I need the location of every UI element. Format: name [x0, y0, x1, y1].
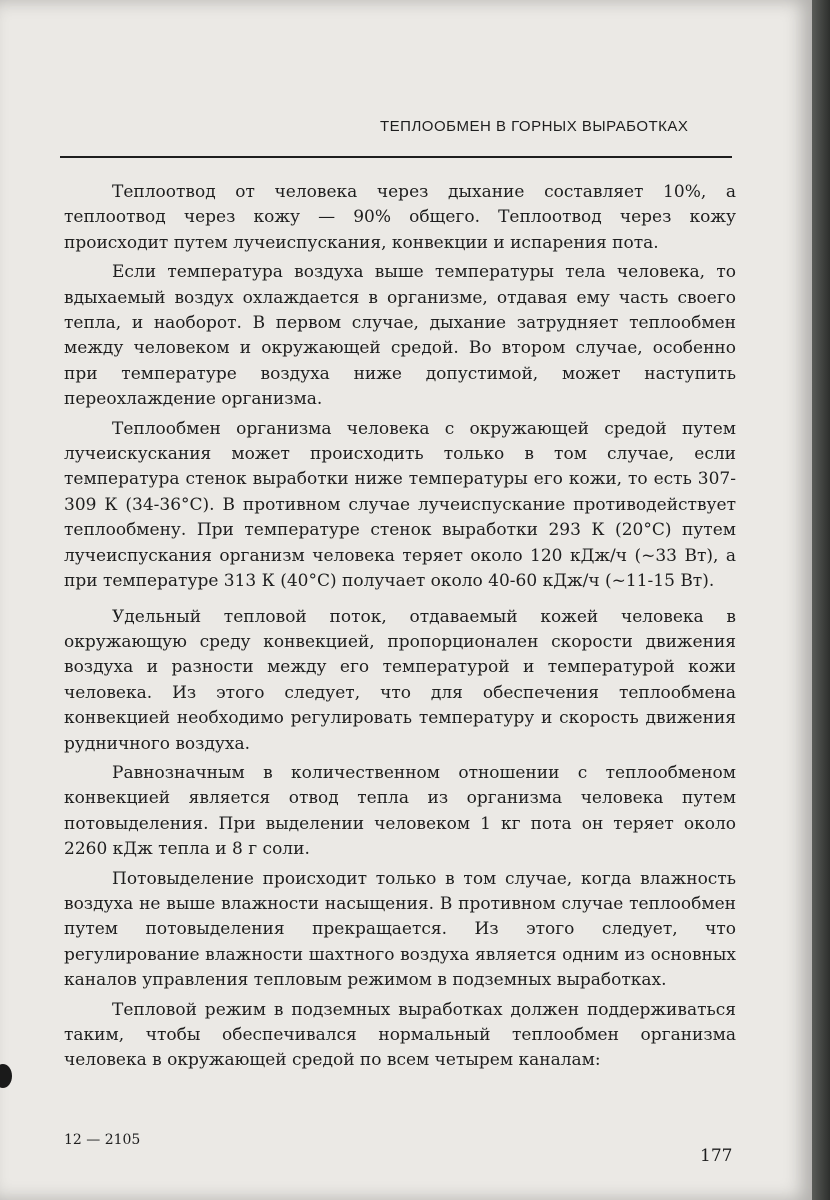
paragraph-thermal-regime: Тепловой режим в подземных выработках должен поддерживаться таким, чтобы обеспечивался нормальный теплообмен организма человека в окружающей средой по всем четырем каналам:: [64, 999, 736, 1071]
paragraph-humidity: Потовыделение происходит только в том случае, когда влажность воздуха не выше влажности насыщения. В противном случае теплообмен путем потовыделения прекращается. Из этого следует, что регулирование влажности шахтного воздуха является одним из основных каналов управления тепловым режимом в подземных выработках.: [64, 868, 736, 991]
paragraph-sweating: Равнозначным в количественном отношении с теплообменом конвекцией является отвод тепла из организма человека путем потовыделения. При выделении человеком 1 кг пота он теряет около 2260 кДж тепла и 8 г соли.: [64, 762, 736, 860]
paragraph-convection: Удельный тепловой поток, отдаваемый кожей человека в окружающую среду конвекцией, пропорционален скорости движения воздуха и разности между его температурой и температурой кожи человека. Из этого следует, что для обеспечения теплообмена конвекцией необходимо регулировать температуру и скорость движения рудничного воздуха.: [64, 606, 736, 754]
running-header: ТЕПЛООБМЕН В ГОРНЫХ ВЫРАБОТКАХ: [380, 118, 689, 135]
signature-mark: 12 — 2105: [64, 1132, 141, 1148]
binding-hole: [0, 1064, 12, 1088]
page-number: 177: [700, 1146, 733, 1166]
paragraph-breathing: Если температура воздуха выше температуры тела человека, то вдыхаемый воздух охлаждается в организме, отдавая ему часть своего тепла, и наоборот. В первом случае, дыхание затрудняет теплообмен между человеком и окружающей средой. Во втором случае, особенно при температуре воздуха ниже допустимой, может наступить переохлаждение организма.: [64, 262, 736, 410]
book-spine-shadow: [812, 0, 830, 1200]
header-rule: [60, 156, 732, 158]
paragraph-heat-removal: Теплоотвод от человека через дыхание составляет 10%, а теплоотвод через кожу — 90% общего. Теплоотвод через кожу происходит путем лучеиспускания, конвекции и испарения пота.: [64, 182, 736, 253]
page-body: [64, 180, 736, 1078]
paragraph-radiation: Теплообмен организма человека с окружающей средой путем лучеискускания может происходить только в том случае, если температура стенок выработки ниже температуры его кожи, то есть 307-309 К (34-36°С). В противном случае лучеиспускание противодействует теплообмену. При температуре стенок выработки 293 К (20°С) путем лучеиспускания организм человека теряет около 120 кДж/ч (~33 Вт), а при температуре 313 К (40°С) получает около 40-60 кДж/ч (~11-15 Вт).: [64, 418, 736, 592]
